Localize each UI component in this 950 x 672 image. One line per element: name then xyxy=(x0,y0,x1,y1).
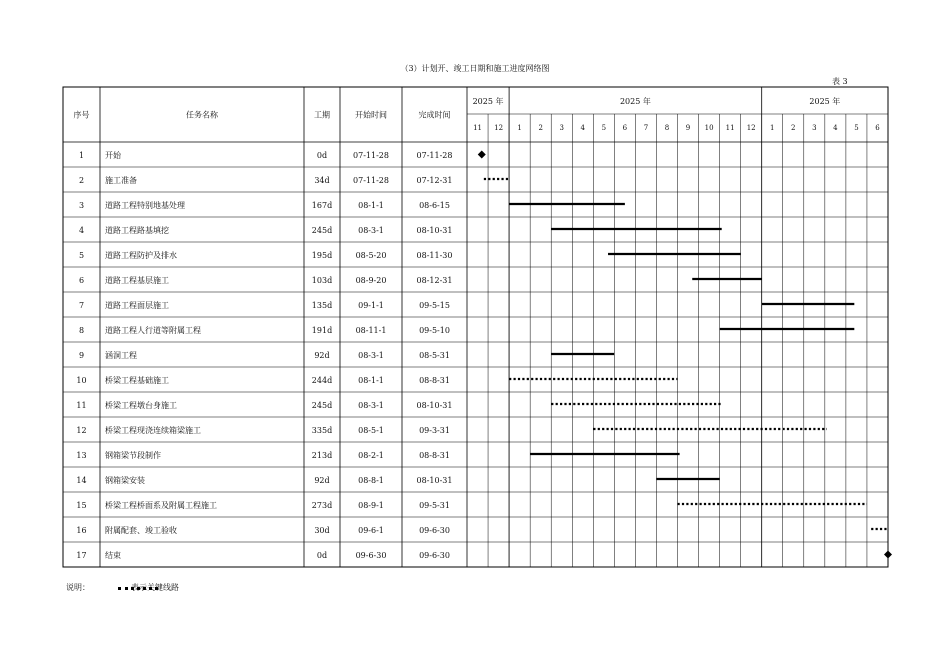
header-month: 2 xyxy=(538,124,543,132)
task-start: 08-2-1 xyxy=(358,451,384,460)
task-end: 08-5-31 xyxy=(419,351,450,360)
task-end: 08-6-15 xyxy=(419,201,450,210)
task-duration: 167d xyxy=(311,201,333,210)
task-seq: 12 xyxy=(76,426,87,435)
header-year-group: 2025 年 xyxy=(809,97,841,106)
task-start: 08-11-1 xyxy=(355,326,387,335)
task-name: 道路工程基层施工 xyxy=(105,276,169,285)
header-start: 开始时间 xyxy=(355,110,387,120)
table-number: 表 3 xyxy=(832,77,848,86)
task-duration: 195d xyxy=(311,251,333,260)
header-month: 12 xyxy=(494,124,504,132)
task-start: 08-5-20 xyxy=(355,251,387,260)
task-seq: 9 xyxy=(78,351,85,360)
header-month: 4 xyxy=(580,124,586,132)
header-month: 6 xyxy=(622,124,628,132)
task-seq: 1 xyxy=(78,151,85,160)
header-month: 10 xyxy=(704,124,714,132)
header-duration: 工期 xyxy=(314,110,330,120)
task-end: 09-3-31 xyxy=(419,426,450,435)
task-duration: 135d xyxy=(311,301,333,310)
note-label: 说明： xyxy=(66,583,90,592)
header-month: 6 xyxy=(875,124,880,132)
task-name: 钢箱梁节段制作 xyxy=(105,451,161,460)
header-task: 任务名称 xyxy=(186,110,218,120)
task-seq: 4 xyxy=(78,226,85,235)
task-name: 桥梁工程桥面系及附属工程施工 xyxy=(105,501,217,510)
task-seq: 2 xyxy=(78,176,85,185)
task-name: 施工准备 xyxy=(105,176,137,185)
task-start: 08-5-1 xyxy=(358,426,384,435)
task-end: 09-6-30 xyxy=(419,551,450,560)
task-seq: 3 xyxy=(78,201,85,210)
task-end: 08-10-31 xyxy=(416,226,453,235)
task-name: 开始 xyxy=(105,151,121,160)
task-seq: 8 xyxy=(78,326,85,335)
task-duration: 30d xyxy=(314,526,330,535)
task-end: 09-5-10 xyxy=(419,326,450,335)
task-name: 道路工程路基填挖 xyxy=(105,226,169,235)
task-duration: 335d xyxy=(311,426,333,435)
task-duration: 245d xyxy=(311,226,333,235)
legend-label: 表示关键线路 xyxy=(131,583,179,592)
task-end: 08-10-31 xyxy=(416,401,453,410)
task-start: 08-3-1 xyxy=(358,401,384,410)
task-name: 附属配套、竣工验收 xyxy=(105,526,177,535)
task-duration: 92d xyxy=(314,351,330,360)
header-month: 11 xyxy=(725,124,735,132)
task-start: 08-8-1 xyxy=(358,476,384,485)
task-name: 道路工程人行道等附属工程 xyxy=(105,326,201,335)
task-end: 08-8-31 xyxy=(419,376,450,385)
task-end: 08-10-31 xyxy=(416,476,453,485)
task-seq: 11 xyxy=(76,401,87,410)
header-month: 2 xyxy=(791,124,796,132)
task-start: 07-11-28 xyxy=(353,176,389,185)
task-seq: 14 xyxy=(76,476,87,485)
task-duration: 34d xyxy=(314,176,330,185)
task-seq: 10 xyxy=(76,376,87,385)
task-end: 09-6-30 xyxy=(419,526,450,535)
task-start: 09-6-30 xyxy=(355,551,387,560)
task-seq: 5 xyxy=(78,251,85,260)
task-seq: 13 xyxy=(76,451,87,460)
header-month: 7 xyxy=(643,124,649,132)
milestone-marker xyxy=(478,151,486,159)
task-name: 涵洞工程 xyxy=(105,351,137,360)
task-duration: 245d xyxy=(311,401,333,410)
header-month: 4 xyxy=(833,124,838,132)
header-month: 1 xyxy=(769,124,775,132)
task-start: 08-1-1 xyxy=(358,201,384,210)
milestone-marker xyxy=(884,551,892,559)
header-year-group: 2025 年 xyxy=(619,97,651,106)
task-name: 道路工程面层施工 xyxy=(105,301,169,310)
task-end: 08-12-31 xyxy=(416,276,453,285)
task-duration: 92d xyxy=(314,476,330,485)
task-name: 桥梁工程基础施工 xyxy=(105,376,169,385)
task-start: 08-9-20 xyxy=(355,276,387,285)
task-end: 08-8-31 xyxy=(419,451,450,460)
header-month: 5 xyxy=(601,124,607,132)
task-seq: 7 xyxy=(78,301,85,310)
task-name: 桥梁工程现浇连续箱梁施工 xyxy=(105,426,201,435)
task-name: 桥梁工程墩台身施工 xyxy=(105,401,177,410)
task-seq: 16 xyxy=(76,526,87,535)
task-name: 道路工程防护及排水 xyxy=(105,251,177,260)
task-seq: 17 xyxy=(76,551,87,560)
header-year-group: 2025 年 xyxy=(472,97,504,106)
header-month: 9 xyxy=(685,124,691,132)
task-start: 08-3-1 xyxy=(358,226,384,235)
task-start: 08-9-1 xyxy=(358,501,384,510)
task-duration: 244d xyxy=(311,376,333,385)
task-end: 07-11-28 xyxy=(416,151,453,160)
task-end: 07-12-31 xyxy=(416,176,453,185)
task-start: 07-11-28 xyxy=(353,151,389,160)
task-duration: 103d xyxy=(311,276,333,285)
header-month: 5 xyxy=(854,124,859,132)
task-duration: 0d xyxy=(316,551,328,560)
task-seq: 15 xyxy=(76,501,87,510)
task-end: 09-5-15 xyxy=(419,301,450,310)
task-duration: 191d xyxy=(311,326,333,335)
task-end: 08-11-30 xyxy=(416,251,453,260)
task-start: 09-1-1 xyxy=(358,301,384,310)
task-name: 钢箱梁安装 xyxy=(105,476,145,485)
task-start: 08-1-1 xyxy=(358,376,384,385)
header-month: 1 xyxy=(517,124,522,132)
task-seq: 6 xyxy=(78,276,85,285)
header-month: 11 xyxy=(473,124,482,132)
task-name: 结束 xyxy=(105,551,121,560)
task-name: 道路工程特别地基处理 xyxy=(105,201,185,210)
task-duration: 0d xyxy=(316,151,328,160)
task-start: 09-6-1 xyxy=(358,526,384,535)
header-seq: 序号 xyxy=(73,110,90,120)
header-end: 完成时间 xyxy=(418,110,451,120)
page-title: （3）计划开、竣工日期和施工进度网络图 xyxy=(400,64,550,73)
task-end: 09-5-31 xyxy=(419,501,450,510)
task-duration: 213d xyxy=(311,451,333,460)
header-month: 12 xyxy=(746,124,756,132)
header-month: 3 xyxy=(559,124,564,132)
task-start: 08-3-1 xyxy=(358,351,384,360)
task-duration: 273d xyxy=(311,501,333,510)
header-month: 3 xyxy=(812,124,817,132)
header-month: 8 xyxy=(664,124,670,132)
